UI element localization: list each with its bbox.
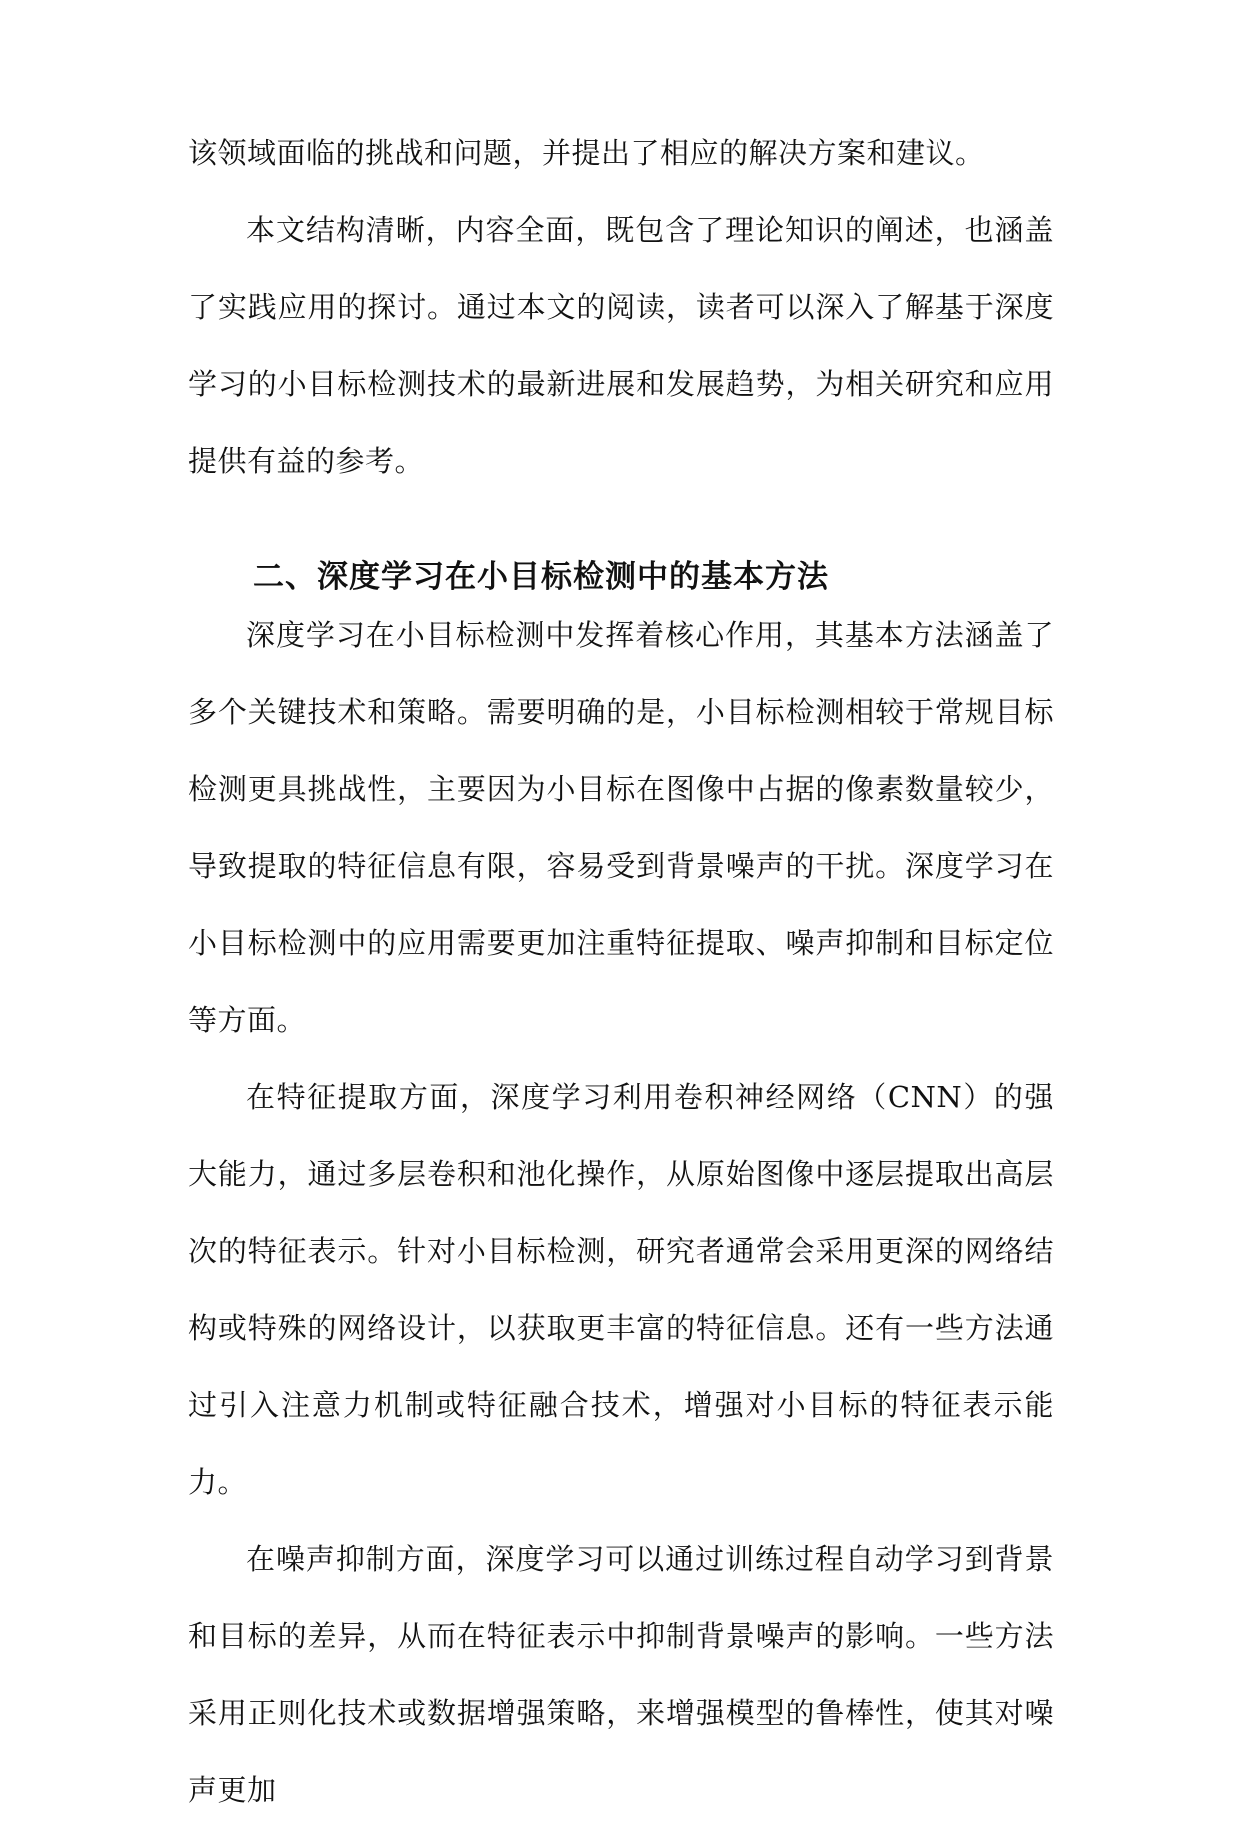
section-heading: 二、深度学习在小目标检测中的基本方法 [253, 559, 829, 595]
paragraph-continuation: 该领域面临的挑战和问题，并提出了相应的解决方案和建议。 [188, 136, 985, 170]
paragraph-overview: 深度学习在小目标检测中发挥着核心作用，其基本方法涵盖了多个关键技术和策略。需要明确的是，小目标检测相较于常规目标检测更具挑战性，主要因为小目标在图像中占据的像素数量较少，导致提取的特征信息有限，容易受到背景噪声的干扰。深度学习在小目标检测中的应用需要更加注重特征提取、噪声抑制和目标定位等方面。 [188, 618, 1054, 1037]
paragraph-noise-suppression: 在噪声抑制方面，深度学习可以通过训练过程自动学习到背景和目标的差异，从而在特征表示中抑制背景噪声的影响。一些方法采用正则化技术或数据增强策略，来增强模型的鲁棒性，使其对噪声更加 [188, 1542, 1054, 1807]
paragraph-summary: 本文结构清晰，内容全面，既包含了理论知识的阐述，也涵盖了实践应用的探讨。通过本文的阅读，读者可以深入了解基于深度学习的小目标检测技术的最新进展和发展趋势，为相关研究和应用提供有益的参考。 [188, 213, 1054, 478]
section-body-block [188, 597, 1054, 1829]
paragraph-feature-extraction: 在特征提取方面，深度学习利用卷积神经网络（CNN）的强大能力，通过多层卷积和池化操作，从原始图像中逐层提取出高层次的特征表示。针对小目标检测，研究者通常会采用更深的网络结构或特殊的网络设计，以获取更丰富的特征信息。还有一些方法通过引入注意力机制或特征融合技术，增强对小目标的特征表示能力。 [188, 1080, 1054, 1499]
intro-text-block [188, 115, 1054, 500]
